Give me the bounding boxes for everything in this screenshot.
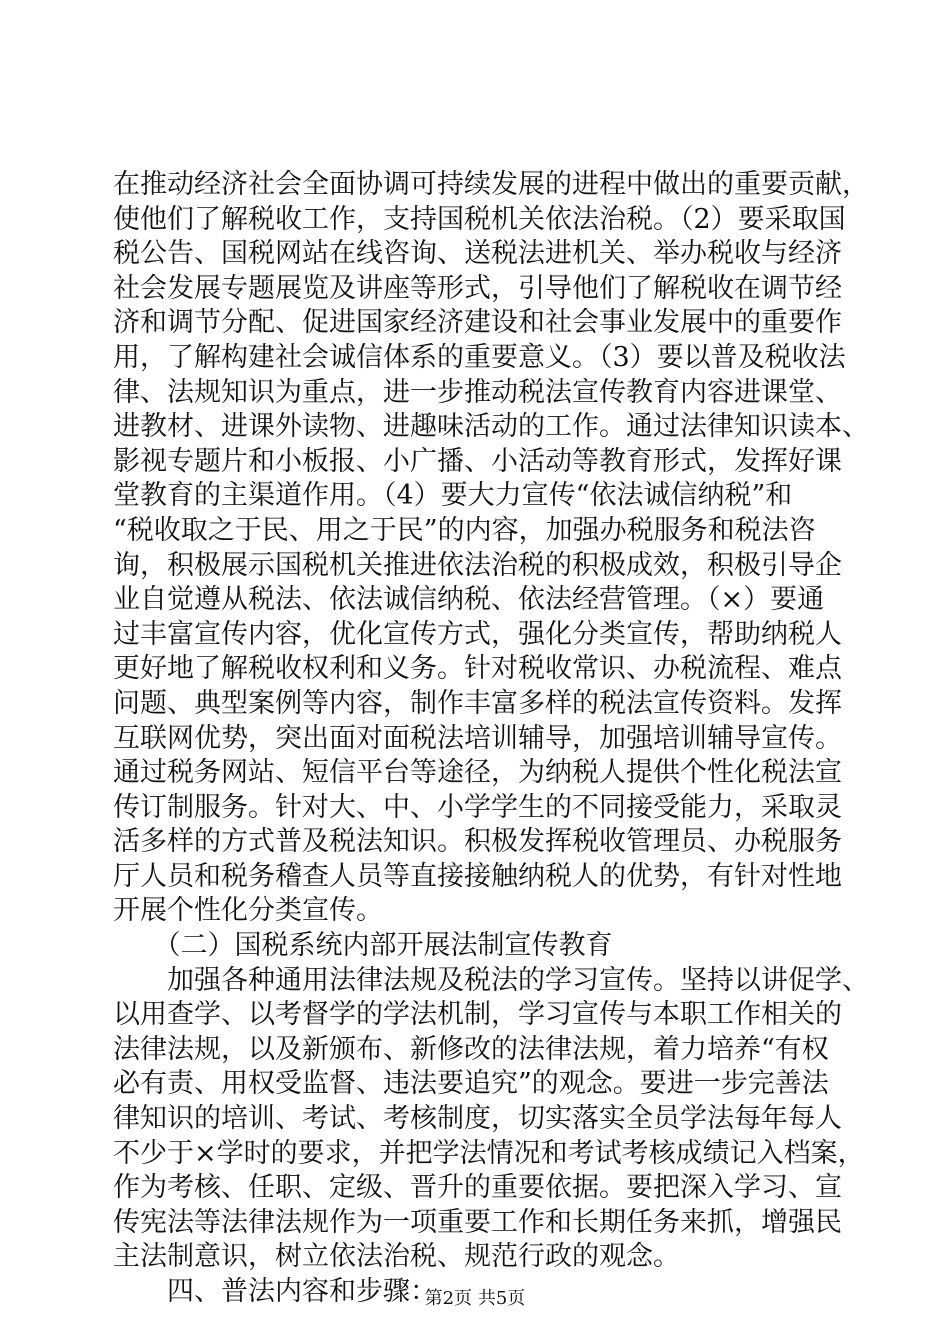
text-line: 税公告、国税网站在线咨询、送税法进机关、举办税收与经济: [113, 238, 842, 270]
text-line: 作为考核、任职、定级、晋升的重要依据。要把深入学习、宣: [113, 1172, 842, 1204]
text-line: 询，积极展示国税机关推进依法治税的积极成效，积极引导企: [113, 549, 842, 581]
text-line: 堂教育的主渠道作用。（4）要大力宣传“依法诚信纳税”和: [113, 480, 793, 512]
text-line: （二）国税系统内部开展法制宣传教育: [113, 930, 613, 962]
text-line: 通过税务网站、短信平台等途径，为纳税人提供个性化税法宣: [113, 757, 842, 789]
text-line: 主法制意识，树立依法治税、规范行政的观念。: [113, 1241, 680, 1273]
text-line: 厅人员和税务稽查人员等直接接触纳税人的优势，有针对性地: [113, 860, 842, 892]
text-line: 进教材、进课外读物、进趣味活动的工作。通过法律知识读本、: [113, 411, 869, 443]
text-line: 问题、典型案例等内容，制作丰富多样的税法宣传资料。发挥: [113, 687, 842, 719]
text-line: 四、普法内容和步骤：: [113, 1276, 437, 1307]
text-line: 法律法规，以及新颁布、新修改的法律法规，着力培养“有权: [113, 1033, 829, 1065]
text-line: 社会发展专题展览及讲座等形式，引导他们了解税收在调节经: [113, 272, 842, 304]
text-line: 用，了解构建社会诚信体系的重要意义。（3）要以普及税收法: [113, 341, 846, 373]
text-line: 传订制服务。针对大、中、小学学生的不同接受能力，采取灵: [113, 791, 842, 823]
text-line: 加强各种通用法律法规及税法的学习宣传。坚持以讲促学、: [113, 964, 869, 996]
page-footer: 第2页 共5页: [424, 1288, 526, 1309]
text-line: 业自觉遵从税法、依法诚信纳税、依法经营管理。（×）要通: [113, 584, 825, 616]
text-line: 必有责、用权受监督、违法要追究”的观念。要进一步完善法: [113, 1068, 829, 1100]
text-line: 活多样的方式普及税法知识。积极发挥税收管理员、办税服务: [113, 826, 842, 858]
text-line: 更好地了解税收权利和义务。针对税收常识、办税流程、难点: [113, 653, 842, 685]
text-line: 互联网优势，突出面对面税法培训辅导，加强培训辅导宣传。: [113, 722, 842, 754]
text-line: 在推动经济社会全面协调可持续发展的进程中做出的重要贡献，: [113, 169, 869, 200]
text-line: 律知识的培训、考试、考核制度，切实落实全员学法每年每人: [113, 1103, 842, 1135]
text-line: 开展个性化分类宣传。: [113, 895, 383, 927]
text-line: 传宪法等法律法规作为一项重要工作和长期任务来抓，增强民: [113, 1206, 842, 1238]
text-line: “税收取之于民、用之于民”的内容，加强办税服务和税法咨: [113, 514, 816, 546]
text-line: 使他们了解税收工作，支持国税机关依法治税。（2）要采取国: [113, 203, 846, 235]
text-line: 济和调节分配、促进国家经济建设和社会事业发展中的重要作: [113, 307, 842, 339]
text-line: 不少于×学时的要求，并把学法情况和考试考核成绩记入档案，: [113, 1137, 865, 1169]
body-text: [113, 168, 869, 1310]
text-line: 以用查学、以考督学的学法机制，学习宣传与本职工作相关的: [113, 999, 842, 1031]
text-line: 影视专题片和小板报、小广播、小活动等教育形式，发挥好课: [113, 445, 842, 477]
text-line: 律、法规知识为重点，进一步推动税法宣传教育内容进课堂、: [113, 376, 842, 408]
text-line: 过丰富宣传内容，优化宣传方式，强化分类宣传，帮助纳税人: [113, 618, 842, 650]
